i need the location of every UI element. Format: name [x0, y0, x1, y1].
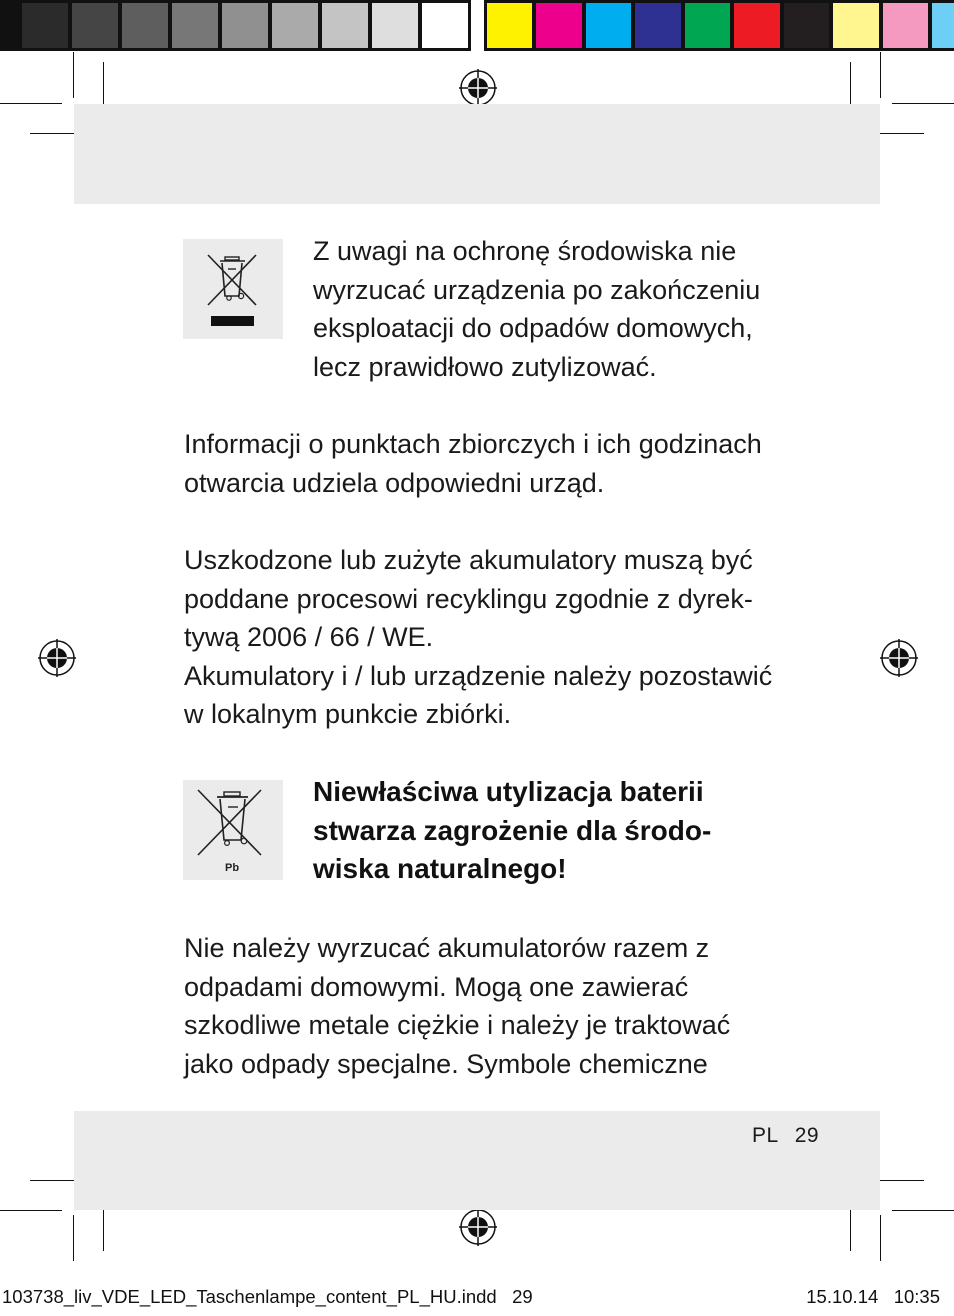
crop-mark [880, 1215, 881, 1261]
gray-swatch [222, 3, 268, 48]
text-line: jako odpady specjalne. Symbole chemiczne [184, 1048, 708, 1079]
crop-mark [0, 103, 62, 104]
pb-label: Pb [225, 862, 240, 874]
crop-mark [892, 103, 954, 104]
weee-icon-box [183, 239, 283, 339]
color-swatch [932, 3, 954, 48]
color-swatch [487, 3, 532, 48]
hazardous-waste-paragraph [184, 929, 774, 1083]
gray-swatch [72, 3, 118, 48]
crop-mark [850, 1205, 851, 1251]
gray-swatch [272, 3, 318, 48]
battery-warning-heading [313, 773, 783, 889]
text-line: szkodliwe metale ciężkie i należy je traktować [184, 1010, 731, 1040]
gray-swatch [172, 3, 218, 48]
text-line: Informacji o punktach zbiorczych i ich godzinach [184, 429, 762, 459]
crop-mark [892, 1210, 954, 1211]
crop-mark [103, 1205, 104, 1251]
gray-swatch [0, 3, 18, 48]
text-line: Nie należy wyrzucać akumulatorów razem z [184, 933, 710, 963]
page-number-value: 29 [794, 1124, 820, 1147]
crop-mark [880, 52, 881, 98]
crop-mark [73, 52, 74, 98]
text-line: Niewłaściwa utylizacja baterii [313, 776, 704, 807]
weee-disposal-text [313, 232, 783, 386]
weee-crossed-bin-icon [183, 239, 283, 339]
gray-swatch [322, 3, 368, 48]
registration-mark-icon [880, 639, 918, 677]
color-swatch [784, 3, 829, 48]
header-band [74, 104, 880, 204]
text-line: odpadami domowymi. Mogą one zawierać [184, 971, 689, 1002]
color-swatch [685, 3, 730, 48]
text-line: Z uwagi na ochronę środowiska nie [313, 236, 737, 266]
color-swatch [536, 3, 581, 48]
text-line: poddane procesowi recyklingu zgodnie z dyrek- [184, 583, 753, 614]
slug-date: 15.10.14 10:35 [806, 1286, 940, 1307]
text-line: tywą 2006 / 66 / WE. [184, 622, 434, 652]
grayscale-calibration-bar [0, 0, 471, 51]
battery-icon-box [183, 780, 283, 880]
color-swatch [586, 3, 631, 48]
color-swatch [734, 3, 779, 48]
page-number [752, 1124, 819, 1148]
registration-mark-icon [459, 1208, 497, 1246]
text-line: w lokalnym punkcie zbiórki. [184, 699, 512, 729]
text-line: lecz prawidłowo zutylizować. [313, 351, 657, 382]
text-line: wiska naturalnego! [313, 853, 567, 884]
text-line: stwarza zagrożenie dla środo- [313, 814, 712, 846]
collection-points-paragraph [184, 425, 774, 502]
text-line: Akumulatory i / lub urządzenie należy pozostawić [184, 660, 773, 691]
color-swatch [833, 3, 878, 48]
crop-mark [0, 1210, 62, 1211]
gray-swatch [122, 3, 168, 48]
color-swatch [635, 3, 680, 48]
registration-mark-icon [38, 639, 76, 677]
crop-mark [850, 62, 851, 108]
print-slug [2, 1286, 940, 1308]
color-swatch [883, 3, 928, 48]
gray-swatch [22, 3, 68, 48]
battery-recycling-paragraph [184, 541, 774, 734]
crop-mark [103, 62, 104, 108]
gray-swatch [422, 3, 468, 48]
registration-mark-icon [459, 69, 497, 107]
text-line: wyrzucać urządzenia po zakończeniu [313, 274, 761, 305]
text-line: otwarcia udziela odpowiedni urząd. [184, 467, 605, 498]
gray-swatch [372, 3, 418, 48]
crop-mark [73, 1215, 74, 1261]
slug-filename: 103738_liv_VDE_LED_Taschenlampe_content_PL_HU.indd 29 [2, 1286, 533, 1307]
battery-crossed-bin-icon [183, 780, 283, 880]
text-line: eksploatacji do odpadów domowych, [313, 313, 753, 343]
color-calibration-bar [484, 0, 954, 51]
text-line: Uszkodzone lub zużyte akumulatory muszą być [184, 545, 753, 575]
language-code: PL [752, 1124, 779, 1147]
